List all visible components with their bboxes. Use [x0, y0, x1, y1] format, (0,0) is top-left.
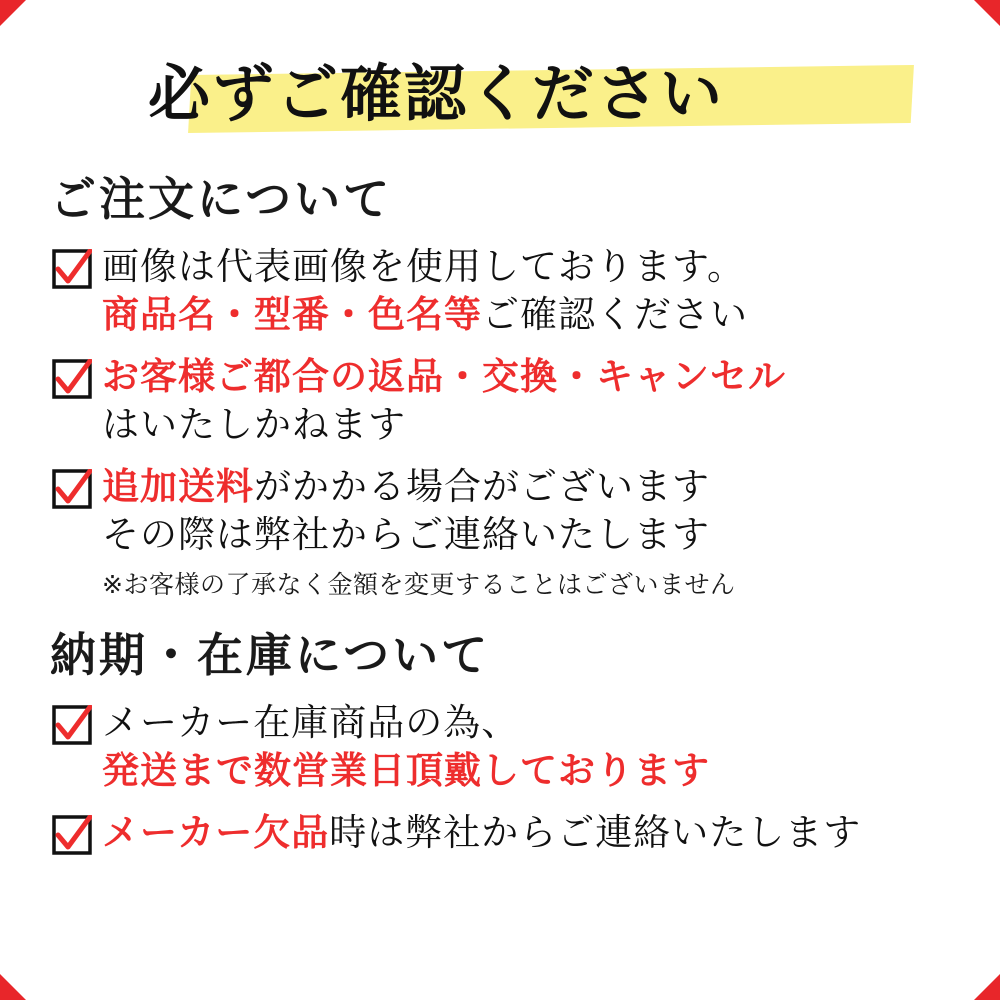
item-text-red: メーカー欠品	[102, 810, 330, 854]
item-line: 発送まで数営業日頂戴しております	[102, 748, 710, 792]
checkmark-icon	[52, 815, 92, 855]
item-line: お客様ご都合の返品・交換・キャンセル	[102, 354, 786, 398]
list-item	[52, 699, 956, 795]
section-heading-delivery: 納期・在庫について	[50, 628, 491, 683]
page-title: 必ずご確認ください	[148, 57, 725, 130]
item-text-black: 時は弊社からご連絡いたします	[329, 810, 862, 854]
item-line	[102, 243, 956, 291]
corner-decoration-top-right	[974, 0, 1000, 26]
corner-decoration-top-left	[0, 0, 26, 26]
item-line: その際は弊社からご連絡いたします	[102, 512, 710, 556]
item-line: メーカー在庫商品の為、	[102, 700, 520, 744]
list-item	[52, 809, 956, 857]
checkmark-icon	[52, 249, 92, 289]
item-line: はいたしかねます	[102, 402, 406, 446]
item-note: ※お客様の了承なく金額を変更することはございません	[102, 570, 736, 600]
checkmark-icon	[52, 705, 92, 745]
item-line	[102, 809, 956, 857]
list-item	[52, 353, 956, 449]
checkmark-icon	[52, 359, 92, 399]
corner-decoration-bottom-right	[974, 974, 1000, 1000]
item-line	[102, 463, 956, 511]
item-text-black: 画像は代表画像を使用しております。	[102, 244, 746, 288]
corner-decoration-bottom-left	[0, 974, 26, 1000]
item-line	[102, 291, 956, 339]
section-heading-order: ご注文について	[50, 172, 393, 226]
checkmark-icon	[52, 469, 92, 509]
page-title-wrapper	[148, 44, 956, 149]
item-text-red: 商品名・型番・色名等	[102, 292, 482, 336]
item-text-red: 追加送料	[102, 464, 254, 508]
list-item	[52, 463, 956, 601]
item-text-black: ご確認ください	[482, 292, 748, 336]
item-text-black: がかかる場合がございます	[254, 464, 710, 508]
list-item	[52, 243, 956, 339]
